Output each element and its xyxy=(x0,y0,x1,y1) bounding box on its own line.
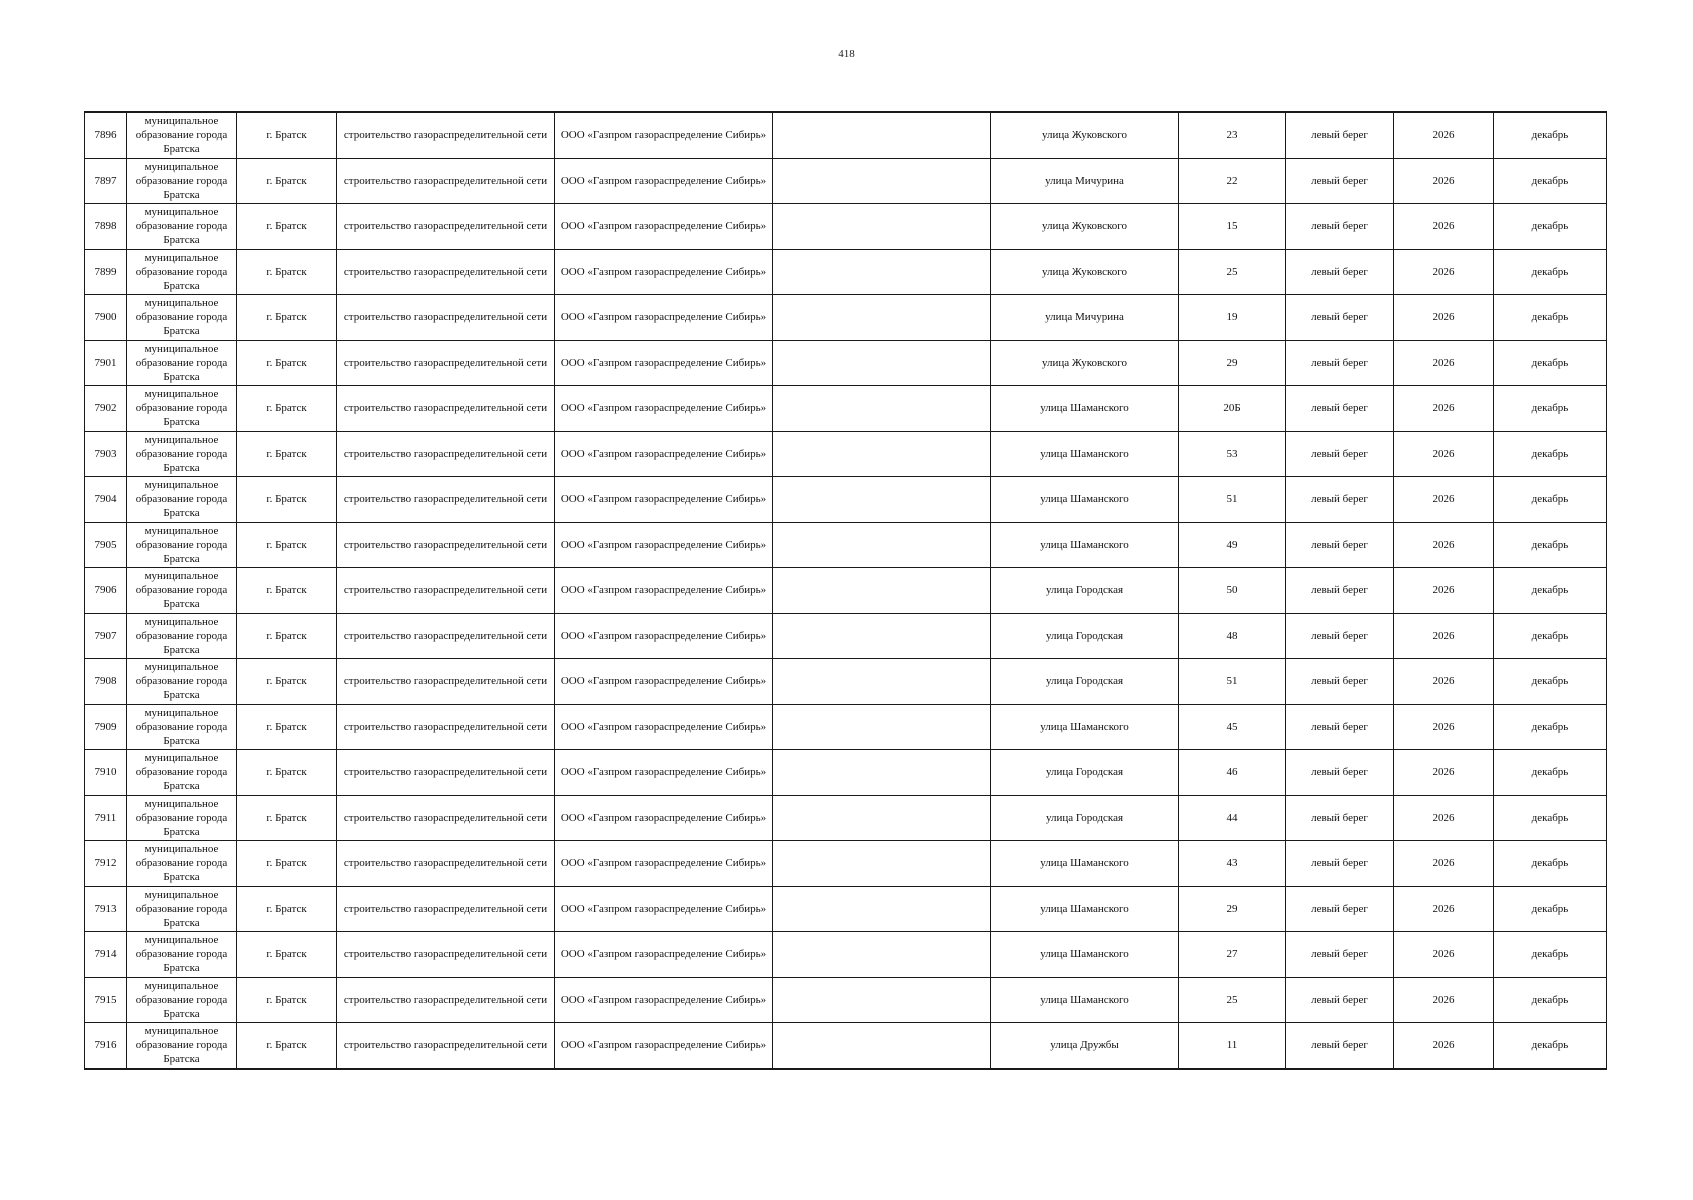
blank-cell xyxy=(773,249,991,295)
city-cell: г. Братск xyxy=(237,340,337,386)
house-number-cell: 29 xyxy=(1179,886,1286,932)
blank-cell xyxy=(773,886,991,932)
municipality-cell: муниципальное образование города Братска xyxy=(127,977,237,1023)
table-row xyxy=(85,249,1607,295)
house-number-cell: 46 xyxy=(1179,750,1286,796)
work-type-cell: строительство газораспределительной сети xyxy=(337,295,555,341)
river-bank-cell: левый берег xyxy=(1286,112,1394,158)
river-bank-cell: левый берег xyxy=(1286,795,1394,841)
row-number: 7913 xyxy=(85,886,127,932)
year-cell: 2026 xyxy=(1394,477,1494,523)
street-cell: улица Шаманского xyxy=(991,977,1179,1023)
municipality-cell: муниципальное образование города Братска xyxy=(127,340,237,386)
month-cell: декабрь xyxy=(1494,886,1607,932)
table-row xyxy=(85,340,1607,386)
blank-cell xyxy=(773,431,991,477)
river-bank-cell: левый берег xyxy=(1286,204,1394,250)
house-number-cell: 20Б xyxy=(1179,386,1286,432)
month-cell: декабрь xyxy=(1494,158,1607,204)
city-cell: г. Братск xyxy=(237,613,337,659)
register-table xyxy=(84,111,1607,1070)
municipality-cell: муниципальное образование города Братска xyxy=(127,568,237,614)
street-cell: улица Городская xyxy=(991,750,1179,796)
river-bank-cell: левый берег xyxy=(1286,659,1394,705)
city-cell: г. Братск xyxy=(237,249,337,295)
city-cell: г. Братск xyxy=(237,795,337,841)
month-cell: декабрь xyxy=(1494,249,1607,295)
table-row xyxy=(85,158,1607,204)
river-bank-cell: левый берег xyxy=(1286,841,1394,887)
month-cell: декабрь xyxy=(1494,1023,1607,1069)
house-number-cell: 50 xyxy=(1179,568,1286,614)
table-row xyxy=(85,977,1607,1023)
municipality-cell: муниципальное образование города Братска xyxy=(127,659,237,705)
house-number-cell: 43 xyxy=(1179,841,1286,887)
house-number-cell: 19 xyxy=(1179,295,1286,341)
city-cell: г. Братск xyxy=(237,112,337,158)
house-number-cell: 27 xyxy=(1179,932,1286,978)
municipality-cell: муниципальное образование города Братска xyxy=(127,295,237,341)
month-cell: декабрь xyxy=(1494,295,1607,341)
row-number: 7899 xyxy=(85,249,127,295)
work-type-cell: строительство газораспределительной сети xyxy=(337,568,555,614)
month-cell: декабрь xyxy=(1494,704,1607,750)
table-body xyxy=(85,112,1607,1069)
table-row xyxy=(85,704,1607,750)
blank-cell xyxy=(773,568,991,614)
organization-cell: ООО «Газпром газораспределение Сибирь» xyxy=(555,431,773,477)
year-cell: 2026 xyxy=(1394,522,1494,568)
year-cell: 2026 xyxy=(1394,386,1494,432)
table-row xyxy=(85,204,1607,250)
organization-cell: ООО «Газпром газораспределение Сибирь» xyxy=(555,659,773,705)
table-row xyxy=(85,431,1607,477)
river-bank-cell: левый берег xyxy=(1286,477,1394,523)
street-cell: улица Шаманского xyxy=(991,704,1179,750)
street-cell: улица Жуковского xyxy=(991,112,1179,158)
year-cell: 2026 xyxy=(1394,932,1494,978)
month-cell: декабрь xyxy=(1494,750,1607,796)
row-number: 7909 xyxy=(85,704,127,750)
year-cell: 2026 xyxy=(1394,841,1494,887)
blank-cell xyxy=(773,750,991,796)
year-cell: 2026 xyxy=(1394,249,1494,295)
city-cell: г. Братск xyxy=(237,158,337,204)
table-row xyxy=(85,795,1607,841)
row-number: 7896 xyxy=(85,112,127,158)
row-number: 7902 xyxy=(85,386,127,432)
river-bank-cell: левый берег xyxy=(1286,522,1394,568)
work-type-cell: строительство газораспределительной сети xyxy=(337,1023,555,1069)
month-cell: декабрь xyxy=(1494,841,1607,887)
blank-cell xyxy=(773,1023,991,1069)
year-cell: 2026 xyxy=(1394,112,1494,158)
work-type-cell: строительство газораспределительной сети xyxy=(337,750,555,796)
month-cell: декабрь xyxy=(1494,795,1607,841)
month-cell: декабрь xyxy=(1494,568,1607,614)
municipality-cell: муниципальное образование города Братска xyxy=(127,704,237,750)
table-row xyxy=(85,613,1607,659)
table-row xyxy=(85,112,1607,158)
house-number-cell: 53 xyxy=(1179,431,1286,477)
municipality-cell: муниципальное образование города Братска xyxy=(127,112,237,158)
work-type-cell: строительство газораспределительной сети xyxy=(337,204,555,250)
work-type-cell: строительство газораспределительной сети xyxy=(337,522,555,568)
row-number: 7906 xyxy=(85,568,127,614)
organization-cell: ООО «Газпром газораспределение Сибирь» xyxy=(555,295,773,341)
house-number-cell: 45 xyxy=(1179,704,1286,750)
organization-cell: ООО «Газпром газораспределение Сибирь» xyxy=(555,340,773,386)
street-cell: улица Городская xyxy=(991,568,1179,614)
municipality-cell: муниципальное образование города Братска xyxy=(127,841,237,887)
organization-cell: ООО «Газпром газораспределение Сибирь» xyxy=(555,977,773,1023)
year-cell: 2026 xyxy=(1394,750,1494,796)
table-row xyxy=(85,841,1607,887)
work-type-cell: строительство газораспределительной сети xyxy=(337,659,555,705)
city-cell: г. Братск xyxy=(237,932,337,978)
organization-cell: ООО «Газпром газораспределение Сибирь» xyxy=(555,112,773,158)
city-cell: г. Братск xyxy=(237,659,337,705)
municipality-cell: муниципальное образование города Братска xyxy=(127,477,237,523)
blank-cell xyxy=(773,704,991,750)
blank-cell xyxy=(773,295,991,341)
organization-cell: ООО «Газпром газораспределение Сибирь» xyxy=(555,522,773,568)
work-type-cell: строительство газораспределительной сети xyxy=(337,977,555,1023)
year-cell: 2026 xyxy=(1394,431,1494,477)
blank-cell xyxy=(773,932,991,978)
street-cell: улица Мичурина xyxy=(991,295,1179,341)
work-type-cell: строительство газораспределительной сети xyxy=(337,613,555,659)
street-cell: улица Жуковского xyxy=(991,204,1179,250)
row-number: 7915 xyxy=(85,977,127,1023)
street-cell: улица Городская xyxy=(991,613,1179,659)
work-type-cell: строительство газораспределительной сети xyxy=(337,112,555,158)
street-cell: улица Шаманского xyxy=(991,841,1179,887)
river-bank-cell: левый берег xyxy=(1286,613,1394,659)
organization-cell: ООО «Газпром газораспределение Сибирь» xyxy=(555,886,773,932)
table-row xyxy=(85,886,1607,932)
work-type-cell: строительство газораспределительной сети xyxy=(337,795,555,841)
work-type-cell: строительство газораспределительной сети xyxy=(337,386,555,432)
work-type-cell: строительство газораспределительной сети xyxy=(337,704,555,750)
work-type-cell: строительство газораспределительной сети xyxy=(337,932,555,978)
row-number: 7904 xyxy=(85,477,127,523)
row-number: 7897 xyxy=(85,158,127,204)
city-cell: г. Братск xyxy=(237,204,337,250)
organization-cell: ООО «Газпром газораспределение Сибирь» xyxy=(555,1023,773,1069)
organization-cell: ООО «Газпром газораспределение Сибирь» xyxy=(555,795,773,841)
year-cell: 2026 xyxy=(1394,659,1494,705)
municipality-cell: муниципальное образование города Братска xyxy=(127,522,237,568)
month-cell: декабрь xyxy=(1494,522,1607,568)
table-row xyxy=(85,932,1607,978)
house-number-cell: 51 xyxy=(1179,477,1286,523)
house-number-cell: 23 xyxy=(1179,112,1286,158)
month-cell: декабрь xyxy=(1494,431,1607,477)
organization-cell: ООО «Газпром газораспределение Сибирь» xyxy=(555,613,773,659)
organization-cell: ООО «Газпром газораспределение Сибирь» xyxy=(555,249,773,295)
river-bank-cell: левый берег xyxy=(1286,568,1394,614)
row-number: 7914 xyxy=(85,932,127,978)
blank-cell xyxy=(773,477,991,523)
municipality-cell: муниципальное образование города Братска xyxy=(127,1023,237,1069)
municipality-cell: муниципальное образование города Братска xyxy=(127,932,237,978)
city-cell: г. Братск xyxy=(237,568,337,614)
city-cell: г. Братск xyxy=(237,1023,337,1069)
year-cell: 2026 xyxy=(1394,613,1494,659)
organization-cell: ООО «Газпром газораспределение Сибирь» xyxy=(555,932,773,978)
city-cell: г. Братск xyxy=(237,977,337,1023)
year-cell: 2026 xyxy=(1394,977,1494,1023)
year-cell: 2026 xyxy=(1394,340,1494,386)
organization-cell: ООО «Газпром газораспределение Сибирь» xyxy=(555,704,773,750)
municipality-cell: муниципальное образование города Братска xyxy=(127,386,237,432)
river-bank-cell: левый берег xyxy=(1286,249,1394,295)
house-number-cell: 44 xyxy=(1179,795,1286,841)
river-bank-cell: левый берег xyxy=(1286,750,1394,796)
table-row xyxy=(85,522,1607,568)
month-cell: декабрь xyxy=(1494,932,1607,978)
row-number: 7900 xyxy=(85,295,127,341)
river-bank-cell: левый берег xyxy=(1286,431,1394,477)
month-cell: декабрь xyxy=(1494,977,1607,1023)
city-cell: г. Братск xyxy=(237,841,337,887)
street-cell: улица Шаманского xyxy=(991,431,1179,477)
organization-cell: ООО «Газпром газораспределение Сибирь» xyxy=(555,477,773,523)
row-number: 7907 xyxy=(85,613,127,659)
month-cell: декабрь xyxy=(1494,386,1607,432)
house-number-cell: 15 xyxy=(1179,204,1286,250)
municipality-cell: муниципальное образование города Братска xyxy=(127,886,237,932)
year-cell: 2026 xyxy=(1394,795,1494,841)
month-cell: декабрь xyxy=(1494,613,1607,659)
house-number-cell: 25 xyxy=(1179,977,1286,1023)
work-type-cell: строительство газораспределительной сети xyxy=(337,249,555,295)
row-number: 7898 xyxy=(85,204,127,250)
river-bank-cell: левый берег xyxy=(1286,932,1394,978)
river-bank-cell: левый берег xyxy=(1286,158,1394,204)
blank-cell xyxy=(773,977,991,1023)
street-cell: улица Дружбы xyxy=(991,1023,1179,1069)
river-bank-cell: левый берег xyxy=(1286,977,1394,1023)
row-number: 7901 xyxy=(85,340,127,386)
work-type-cell: строительство газораспределительной сети xyxy=(337,340,555,386)
house-number-cell: 22 xyxy=(1179,158,1286,204)
street-cell: улица Городская xyxy=(991,795,1179,841)
city-cell: г. Братск xyxy=(237,886,337,932)
row-number: 7905 xyxy=(85,522,127,568)
work-type-cell: строительство газораспределительной сети xyxy=(337,158,555,204)
blank-cell xyxy=(773,795,991,841)
blank-cell xyxy=(773,613,991,659)
municipality-cell: муниципальное образование города Братска xyxy=(127,795,237,841)
street-cell: улица Мичурина xyxy=(991,158,1179,204)
blank-cell xyxy=(773,112,991,158)
city-cell: г. Братск xyxy=(237,386,337,432)
city-cell: г. Братск xyxy=(237,477,337,523)
organization-cell: ООО «Газпром газораспределение Сибирь» xyxy=(555,750,773,796)
work-type-cell: строительство газораспределительной сети xyxy=(337,841,555,887)
work-type-cell: строительство газораспределительной сети xyxy=(337,886,555,932)
table-row xyxy=(85,568,1607,614)
blank-cell xyxy=(773,204,991,250)
month-cell: декабрь xyxy=(1494,659,1607,705)
house-number-cell: 11 xyxy=(1179,1023,1286,1069)
street-cell: улица Городская xyxy=(991,659,1179,705)
row-number: 7910 xyxy=(85,750,127,796)
table-row xyxy=(85,477,1607,523)
house-number-cell: 29 xyxy=(1179,340,1286,386)
year-cell: 2026 xyxy=(1394,204,1494,250)
street-cell: улица Шаманского xyxy=(991,386,1179,432)
municipality-cell: муниципальное образование города Братска xyxy=(127,431,237,477)
river-bank-cell: левый берег xyxy=(1286,295,1394,341)
blank-cell xyxy=(773,386,991,432)
month-cell: декабрь xyxy=(1494,477,1607,523)
blank-cell xyxy=(773,659,991,705)
year-cell: 2026 xyxy=(1394,704,1494,750)
city-cell: г. Братск xyxy=(237,522,337,568)
river-bank-cell: левый берег xyxy=(1286,340,1394,386)
row-number: 7908 xyxy=(85,659,127,705)
year-cell: 2026 xyxy=(1394,295,1494,341)
river-bank-cell: левый берег xyxy=(1286,386,1394,432)
river-bank-cell: левый берег xyxy=(1286,1023,1394,1069)
street-cell: улица Жуковского xyxy=(991,249,1179,295)
street-cell: улица Шаманского xyxy=(991,477,1179,523)
organization-cell: ООО «Газпром газораспределение Сибирь» xyxy=(555,386,773,432)
table-row xyxy=(85,386,1607,432)
table-row xyxy=(85,659,1607,705)
year-cell: 2026 xyxy=(1394,1023,1494,1069)
blank-cell xyxy=(773,158,991,204)
city-cell: г. Братск xyxy=(237,295,337,341)
street-cell: улица Шаманского xyxy=(991,932,1179,978)
year-cell: 2026 xyxy=(1394,886,1494,932)
street-cell: улица Жуковского xyxy=(991,340,1179,386)
city-cell: г. Братск xyxy=(237,704,337,750)
row-number: 7903 xyxy=(85,431,127,477)
year-cell: 2026 xyxy=(1394,158,1494,204)
municipality-cell: муниципальное образование города Братска xyxy=(127,613,237,659)
city-cell: г. Братск xyxy=(237,431,337,477)
row-number: 7916 xyxy=(85,1023,127,1069)
month-cell: декабрь xyxy=(1494,204,1607,250)
municipality-cell: муниципальное образование города Братска xyxy=(127,249,237,295)
river-bank-cell: левый берег xyxy=(1286,704,1394,750)
house-number-cell: 49 xyxy=(1179,522,1286,568)
house-number-cell: 48 xyxy=(1179,613,1286,659)
work-type-cell: строительство газораспределительной сети xyxy=(337,431,555,477)
year-cell: 2026 xyxy=(1394,568,1494,614)
blank-cell xyxy=(773,340,991,386)
municipality-cell: муниципальное образование города Братска xyxy=(127,750,237,796)
street-cell: улица Шаманского xyxy=(991,886,1179,932)
table-row xyxy=(85,750,1607,796)
organization-cell: ООО «Газпром газораспределение Сибирь» xyxy=(555,158,773,204)
municipality-cell: муниципальное образование города Братска xyxy=(127,158,237,204)
row-number: 7912 xyxy=(85,841,127,887)
blank-cell xyxy=(773,841,991,887)
house-number-cell: 25 xyxy=(1179,249,1286,295)
organization-cell: ООО «Газпром газораспределение Сибирь» xyxy=(555,841,773,887)
street-cell: улица Шаманского xyxy=(991,522,1179,568)
month-cell: декабрь xyxy=(1494,112,1607,158)
table-row xyxy=(85,295,1607,341)
row-number: 7911 xyxy=(85,795,127,841)
city-cell: г. Братск xyxy=(237,750,337,796)
work-type-cell: строительство газораспределительной сети xyxy=(337,477,555,523)
table-row xyxy=(85,1023,1607,1069)
organization-cell: ООО «Газпром газораспределение Сибирь» xyxy=(555,568,773,614)
page-number: 418 xyxy=(838,48,855,60)
house-number-cell: 51 xyxy=(1179,659,1286,705)
blank-cell xyxy=(773,522,991,568)
month-cell: декабрь xyxy=(1494,340,1607,386)
organization-cell: ООО «Газпром газораспределение Сибирь» xyxy=(555,204,773,250)
river-bank-cell: левый берег xyxy=(1286,886,1394,932)
municipality-cell: муниципальное образование города Братска xyxy=(127,204,237,250)
